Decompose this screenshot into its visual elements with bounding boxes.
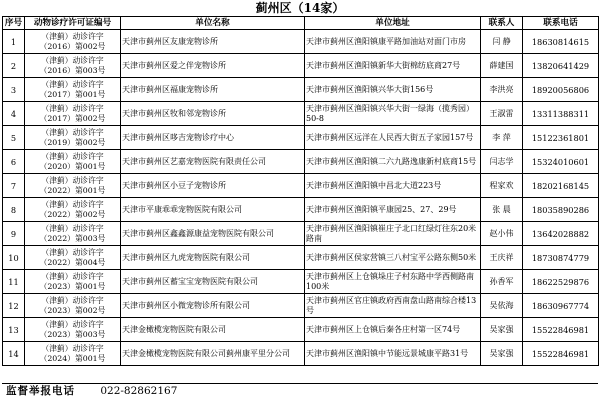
license-line-1: （津蓟）动诊许字 xyxy=(41,103,104,113)
table-row xyxy=(3,150,599,174)
row-unit-name: 天津金橄榄宠物医院有限公司蓟州康平里分公司 xyxy=(121,342,305,366)
row-contact: 吴依海 xyxy=(481,294,523,318)
table-row xyxy=(3,174,599,198)
row-index: 1 xyxy=(3,30,25,54)
row-address: 天津市蓟州区渔阳镇崔庄子北口红绿灯往东20米路南 xyxy=(305,222,481,246)
table-body xyxy=(3,30,599,366)
row-license xyxy=(25,78,121,102)
row-unit-name: 天津市蓟州区小豆子宠物诊所 xyxy=(121,174,305,198)
row-phone: 18630967774 xyxy=(523,294,599,318)
row-contact: 王庆祥 xyxy=(481,246,523,270)
license-line-2: （2023）第001号 xyxy=(39,281,106,291)
table-row xyxy=(3,246,599,270)
row-phone: 18630814615 xyxy=(523,30,599,54)
row-phone: 18202168145 xyxy=(523,174,599,198)
row-unit-name: 天津市蓟州区九虎宠物医院有限公司 xyxy=(121,246,305,270)
license-line-1: （津蓟）动诊许字 xyxy=(41,31,104,41)
row-license xyxy=(25,102,121,126)
row-address: 天津市蓟州区渔阳镇平康园25、27、29号 xyxy=(305,198,481,222)
row-license xyxy=(25,222,121,246)
row-phone: 15522846981 xyxy=(523,342,599,366)
row-contact: 闫 静 xyxy=(481,30,523,54)
row-unit-name: 天津市蓟州区牧和邻宠物诊所 xyxy=(121,102,305,126)
table-row xyxy=(3,222,599,246)
row-contact: 程家欢 xyxy=(481,174,523,198)
row-contact: 闫志学 xyxy=(481,150,523,174)
row-index: 5 xyxy=(3,126,25,150)
clinic-table xyxy=(2,16,599,366)
row-unit-name: 天津市蓟州区鑫鑫源康益宠物医院有限公司 xyxy=(121,222,305,246)
row-license xyxy=(25,342,121,366)
row-contact: 李洪亮 xyxy=(481,78,523,102)
row-license xyxy=(25,126,121,150)
license-line-1: （津蓟）动诊许字 xyxy=(41,343,104,353)
table-row xyxy=(3,342,599,366)
table-row xyxy=(3,102,599,126)
row-address: 天津市蓟州区渔阳镇中昌北大道223号 xyxy=(305,174,481,198)
header-address: 单位地址 xyxy=(305,17,481,30)
row-unit-name: 天津市蓟州区友康宠物诊所 xyxy=(121,30,305,54)
row-address: 天津市蓟州区渔阳镇兴华大街一绿海（揽秀园）50-8 xyxy=(305,102,481,126)
row-index: 9 xyxy=(3,222,25,246)
license-line-1: （津蓟）动诊许字 xyxy=(41,319,104,329)
row-phone: 13642028882 xyxy=(523,222,599,246)
row-phone: 13311388311 xyxy=(523,102,599,126)
page-title: 蓟州区（14家） xyxy=(255,1,345,15)
license-line-2: （2023）第002号 xyxy=(39,305,106,315)
row-unit-name: 天津市蓟州区爱之伴宠物诊所 xyxy=(121,54,305,78)
license-line-2: （2022）第001号 xyxy=(39,185,106,195)
row-address: 天津市蓟州区渔阳镇二六九路逸康新村底商15号 xyxy=(305,150,481,174)
row-index: 10 xyxy=(3,246,25,270)
license-line-1: （津蓟）动诊许字 xyxy=(41,295,104,305)
row-phone: 18730874779 xyxy=(523,246,599,270)
row-contact: 孙香军 xyxy=(481,270,523,294)
row-address: 天津市蓟州区渔阳镇新华大街棉纺底商27号 xyxy=(305,54,481,78)
license-line-1: （津蓟）动诊许字 xyxy=(41,151,104,161)
row-unit-name: 天津金橄榄宠物医院有限公司 xyxy=(121,318,305,342)
table-row xyxy=(3,270,599,294)
row-index: 7 xyxy=(3,174,25,198)
row-phone: 15324010601 xyxy=(523,150,599,174)
license-line-2: （2017）第001号 xyxy=(39,89,106,99)
header-license: 动物诊疗许可证编号 xyxy=(25,17,121,30)
table-row xyxy=(3,54,599,78)
row-unit-name: 天津市蓟州区小微宠物诊所有限公司 xyxy=(121,294,305,318)
row-license xyxy=(25,54,121,78)
header-index: 序号 xyxy=(3,17,25,30)
row-contact: 吴家强 xyxy=(481,318,523,342)
row-index: 13 xyxy=(3,318,25,342)
row-contact: 赵小伟 xyxy=(481,222,523,246)
row-index: 3 xyxy=(3,78,25,102)
table-row xyxy=(3,78,599,102)
row-contact: 李 萍 xyxy=(481,126,523,150)
footer-label: 监督举报电话 xyxy=(6,385,75,397)
row-license xyxy=(25,270,121,294)
license-line-1: （津蓟）动诊许字 xyxy=(41,79,104,89)
row-index: 2 xyxy=(3,54,25,78)
row-index: 12 xyxy=(3,294,25,318)
license-line-2: （2022）第002号 xyxy=(39,209,106,219)
row-unit-name: 天津市蓟州区哆吉宠物诊疗中心 xyxy=(121,126,305,150)
license-line-2: （2022）第004号 xyxy=(39,257,106,267)
row-phone: 15122361801 xyxy=(523,126,599,150)
row-phone: 13820641429 xyxy=(523,54,599,78)
row-contact: 王淑雷 xyxy=(481,102,523,126)
license-line-2: （2023）第003号 xyxy=(39,329,106,339)
license-line-2: （2017）第002号 xyxy=(39,113,106,123)
license-line-2: （2019）第002号 xyxy=(39,137,106,147)
row-license xyxy=(25,294,121,318)
header-name: 单位名称 xyxy=(121,17,305,30)
row-license xyxy=(25,198,121,222)
row-phone: 18920056806 xyxy=(523,78,599,102)
row-phone: 18035890286 xyxy=(523,198,599,222)
license-line-1: （津蓟）动诊许字 xyxy=(41,223,104,233)
license-line-2: （2020）第001号 xyxy=(39,161,106,171)
row-contact: 吴家强 xyxy=(481,342,523,366)
row-license xyxy=(25,246,121,270)
table-row xyxy=(3,126,599,150)
row-address: 天津市蓟州区渔阳镇中节能远景城康平路31号 xyxy=(305,342,481,366)
row-contact: 张 晨 xyxy=(481,198,523,222)
row-index: 8 xyxy=(3,198,25,222)
row-license xyxy=(25,174,121,198)
row-license xyxy=(25,318,121,342)
license-line-1: （津蓟）动诊许字 xyxy=(41,271,104,281)
row-address: 天津市蓟州区渔阳镇康平路加油站对面门市房 xyxy=(305,30,481,54)
row-address: 天津市蓟州区上仓镇垛庄子村东路中学西侧路南100米 xyxy=(305,270,481,294)
row-index: 4 xyxy=(3,102,25,126)
license-line-2: （2016）第002号 xyxy=(39,41,106,51)
row-license xyxy=(25,30,121,54)
header-contact: 联系人 xyxy=(481,17,523,30)
footer xyxy=(6,384,596,398)
row-address: 天津市蓟州区渔阳镇兴华大街156号 xyxy=(305,78,481,102)
license-line-1: （津蓟）动诊许字 xyxy=(41,55,104,65)
license-line-1: （津蓟）动诊许字 xyxy=(41,175,104,185)
row-unit-name: 天津市蓟州区福康宠物诊所 xyxy=(121,78,305,102)
header-phone: 联系电话 xyxy=(523,17,599,30)
row-address: 天津市蓟州区远洋在人民西大街五子家园157号 xyxy=(305,126,481,150)
table-row xyxy=(3,318,599,342)
license-line-2: （2024）第001号 xyxy=(39,353,106,363)
row-unit-name: 天津市蓟州区艺嘉宠物医院有限责任公司 xyxy=(121,150,305,174)
row-index: 11 xyxy=(3,270,25,294)
row-address: 天津市蓟州区上仓镇后秦各庄村第一区74号 xyxy=(305,318,481,342)
row-unit-name: 天津市蓟州区蓄宝宝宠物医院有限公司 xyxy=(121,270,305,294)
license-line-1: （津蓟）动诊许字 xyxy=(41,199,104,209)
row-contact: 薛建国 xyxy=(481,54,523,78)
row-index: 6 xyxy=(3,150,25,174)
row-phone: 18622529876 xyxy=(523,270,599,294)
table-row xyxy=(3,294,599,318)
table-row xyxy=(3,198,599,222)
row-address: 天津市蓟州区官庄镇政府西南盘山路南综合楼13号 xyxy=(305,294,481,318)
row-license xyxy=(25,150,121,174)
table-row xyxy=(3,30,599,54)
row-address: 天津市蓟州区侯家营镇三八村宝平公路东侧50米 xyxy=(305,246,481,270)
footer-phone: 022-82862167 xyxy=(100,385,178,397)
license-line-2: （2016）第003号 xyxy=(39,65,106,75)
row-unit-name: 天津市平康乖乖宠物医院有限公司 xyxy=(121,198,305,222)
row-phone: 15522846981 xyxy=(523,318,599,342)
license-line-2: （2022）第003号 xyxy=(39,233,106,243)
table-header-row xyxy=(3,17,599,30)
row-index: 14 xyxy=(3,342,25,366)
license-line-1: （津蓟）动诊许字 xyxy=(41,247,104,257)
license-line-1: （津蓟）动诊许字 xyxy=(41,127,104,137)
